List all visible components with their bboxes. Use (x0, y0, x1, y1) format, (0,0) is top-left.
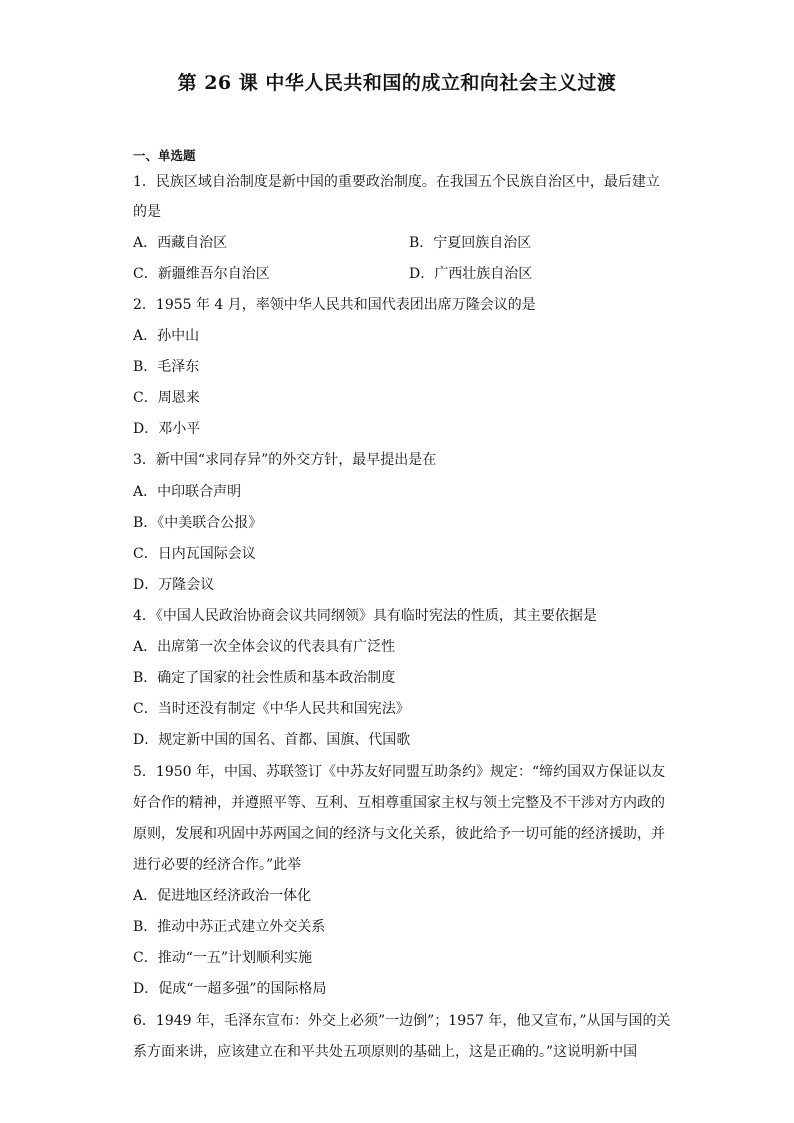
question-5-stem-line-4: 进行必要的经济合作。”此举 (133, 857, 302, 873)
question-3-option-b: B．《中美联合公报》 (133, 515, 263, 531)
question-5-stem-line-3: 原则，发展和巩固中苏两国之间的经济与文化关系，彼此给予一切可能的经济援助，并 (133, 826, 665, 842)
question-3-stem: 3．新中国“求同存异”的外交方针，最早提出是在 (133, 452, 437, 468)
question-1-stem-line-1: 1．民族区域自治制度是新中国的重要政治制度。在我国五个民族自治区中，最后建立 (133, 174, 660, 190)
question-2-option-c: C．周恩来 (133, 390, 200, 406)
question-3-option-c: C．日内瓦国际会议 (133, 546, 256, 562)
question-4-stem: 4．《中国人民政治协商会议共同纲领》具有临时宪法的性质，其主要依据是 (133, 608, 597, 624)
question-6-stem-line-1: 6．1949 年，毛泽东宣布：外交上必须”一边倒”；1957 年，他又宣布，”从国与国的关 (133, 1013, 671, 1029)
question-5-option-b: B．推动中苏正式建立外交关系 (133, 919, 326, 935)
question-1-option-c: C．新疆维吾尔自治区 (133, 266, 270, 282)
question-5-option-a: A．促进地区经济政治一体化 (133, 888, 312, 904)
section-heading: 一、单选题 (133, 148, 196, 163)
question-4-option-c: C．当时还没有制定《中华人民共和国宪法》 (133, 701, 410, 717)
question-2-option-d: D．邓小平 (133, 421, 201, 437)
question-2-stem: 2．1955 年 4 月，率领中华人民共和国代表团出席万隆会议的是 (133, 297, 536, 313)
page-title: 第 26 课 中华人民共和国的成立和向社会主义过渡 (177, 72, 617, 94)
question-1-stem-line-2: 的是 (133, 204, 161, 220)
question-5-option-d: D．促成“一超多强”的国际格局 (133, 981, 327, 997)
question-4-option-d: D．规定新中国的国名、首都、国旗、代国歌 (133, 732, 411, 748)
question-5-stem-line-1: 5．1950 年，中国、苏联签订《中苏友好同盟互助条约》规定：“缔约国双方保证以友 (133, 764, 666, 780)
question-5-option-c: C．推动“一五”计划顺利实施 (133, 950, 313, 966)
question-4-option-a: A．出席第一次全体会议的代表具有广泛性 (133, 639, 396, 655)
question-1-option-b: B．宁夏回族自治区 (409, 235, 532, 251)
question-2-option-b: B．毛泽东 (133, 359, 200, 375)
question-3-option-a: A．中印联合声明 (133, 484, 242, 500)
question-1-option-d: D．广西壮族自治区 (409, 266, 533, 282)
question-6-stem-line-2: 系方面来讲，应该建立在和平共处五项原则的基础上，这是正确的。”这说明新中国 (133, 1044, 638, 1060)
question-1-option-a: A．西藏自治区 (133, 235, 228, 251)
question-4-option-b: B．确定了国家的社会性质和基本政治制度 (133, 670, 396, 686)
question-3-option-d: D．万隆会议 (133, 577, 215, 593)
question-2-option-a: A．孙中山 (133, 328, 200, 344)
question-5-stem-line-2: 好合作的精神，并遵照平等、互利、互相尊重国家主权与领土完整及不干涉对方内政的 (133, 795, 665, 811)
